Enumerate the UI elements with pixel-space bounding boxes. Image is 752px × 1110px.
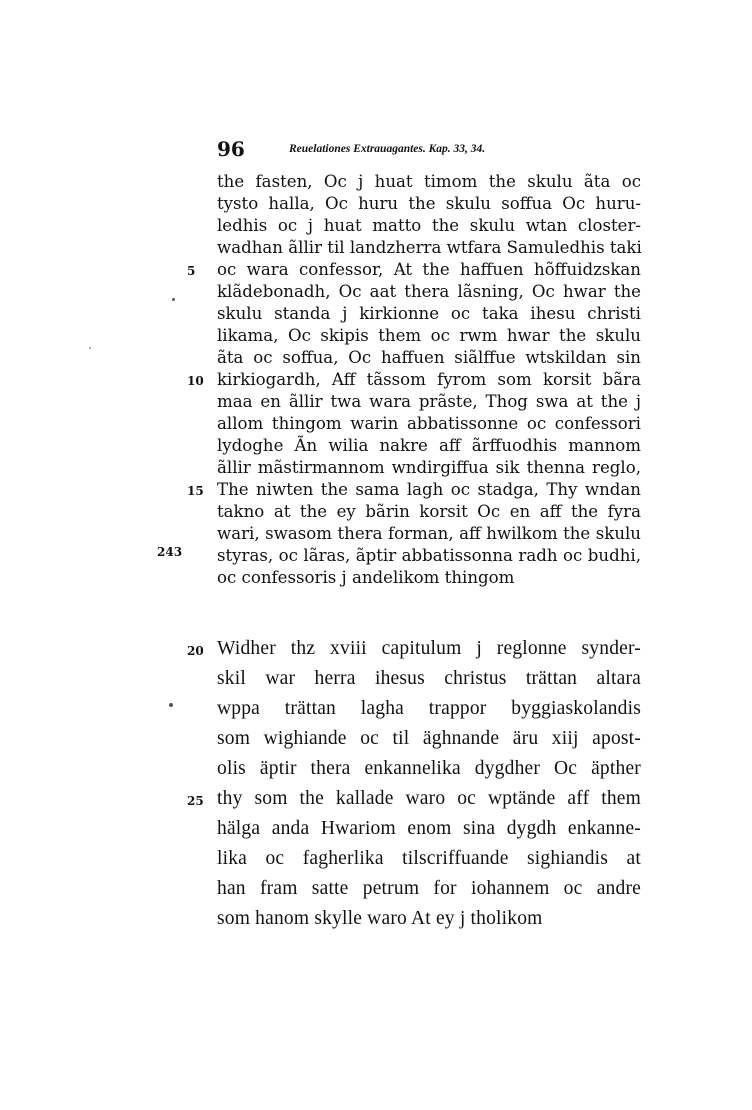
line-number: 5	[187, 264, 196, 278]
line-number: 20	[187, 644, 204, 658]
line-text: wppa trättan lagha trappor byggiaskolandis	[217, 698, 641, 719]
line-text: oc wara confessor, At the haffuen hõffuidzskan	[217, 260, 641, 279]
line-text: allom thingom warin abbatissonne oc confessori	[217, 414, 641, 433]
text-line	[217, 545, 641, 567]
text-line	[217, 874, 641, 904]
text-line	[217, 347, 641, 369]
line-text: Widher thz xviii capitulum j reglonne synder-	[217, 638, 641, 659]
text-line	[217, 193, 641, 215]
text-line	[217, 457, 641, 479]
line-text: lydoghe Ãn wilia nakre aff ãrffuodhis mannom	[217, 436, 641, 455]
line-text: styras, oc lãras, ãptir abbatissonna radh oc budhi,	[217, 546, 641, 565]
line-text: han fram satte petrum for iohannem oc andre	[217, 878, 641, 899]
line-text: kirkiogardh, Aff tãssom fyrom som korsit bãra	[217, 370, 641, 389]
line-text: skil war herra ihesus christus trättan altara	[217, 668, 641, 689]
line-text: klãdebonadh, Oc aat thera lãsning, Oc hwar the	[217, 282, 641, 301]
text-line	[217, 567, 641, 589]
line-text: the fasten, Oc j huat timom the skulu ãta oc	[217, 172, 641, 191]
text-line	[217, 325, 641, 347]
margin-speck	[169, 703, 173, 707]
line-text: ãta oc soffua, Oc haffuen siãlffue wtskildan sin	[217, 348, 641, 367]
line-text: skulu standa j kirkionne oc taka ihesu christi	[217, 304, 641, 323]
text-line	[187, 784, 641, 814]
line-text: maa en ãllir twa wara prãste, Thog swa at the j	[217, 392, 641, 411]
margin-speck	[172, 298, 175, 301]
text-line	[217, 724, 641, 754]
text-line	[217, 281, 641, 303]
text-line	[217, 215, 641, 237]
text-line	[217, 501, 641, 523]
line-text: oc confessoris j andelikom thingom	[217, 568, 515, 587]
line-text: The niwten the sama lagh oc stadga, Thy wndan	[217, 480, 641, 499]
line-number: 15	[187, 484, 204, 498]
text-line	[187, 369, 641, 391]
text-line	[217, 237, 641, 259]
text-line	[217, 391, 641, 413]
line-text: ledhis oc j huat matto the skulu wtan closter-	[217, 216, 641, 235]
text-line	[187, 479, 641, 501]
text-line	[217, 814, 641, 844]
line-text: wari, swasom thera forman, aff hwilkom the skulu	[217, 524, 641, 543]
line-text: som wighiande oc til äghnande äru xiij apost-	[217, 728, 641, 749]
text-line	[217, 664, 641, 694]
text-line	[217, 754, 641, 784]
text-line	[187, 259, 641, 281]
line-text: takno at the ey bãrin korsit Oc en aff the fyra	[217, 502, 641, 521]
line-text: hälga anda Hwariom enom sina dygdh enkanne-	[217, 818, 641, 839]
text-line	[217, 435, 641, 457]
line-text: lika oc fagherlika tilscriffuande sighiandis at	[217, 848, 641, 869]
line-text: tysto halla, Oc huru the skulu soffua Oc huru-	[217, 194, 641, 213]
page-header	[217, 137, 657, 163]
line-text: som hanom skylle waro At ey j tholikom	[217, 908, 543, 929]
text-line	[217, 694, 641, 724]
page-number: 96	[217, 137, 245, 161]
side-reference-number: 243	[157, 545, 183, 559]
line-text: likama, Oc skipis them oc rwm hwar the skulu	[217, 326, 641, 345]
line-text: thy som the kallade waro oc wptände aff them	[217, 788, 641, 809]
text-line	[217, 844, 641, 874]
text-line	[217, 904, 641, 934]
text-line	[217, 303, 641, 325]
line-number: 25	[187, 794, 204, 808]
text-line	[187, 634, 641, 664]
text-line	[217, 413, 641, 435]
margin-speck	[89, 347, 91, 349]
line-number: 10	[187, 374, 204, 388]
line-text: ãllir mãstirmannom wndirgiffua sik thenna reglo,	[217, 458, 641, 477]
text-block-kap-34	[187, 634, 641, 934]
text-line	[217, 171, 641, 193]
line-text: wadhan ãllir til landzherra wtfara Samuledhis taki	[217, 238, 642, 257]
running-title: Reuelationes Extrauagantes. Kap. 33, 34.	[289, 143, 486, 155]
line-text: olis äptir thera enkannelika dygdher Oc äpther	[217, 758, 641, 779]
text-block-kap-33	[187, 171, 642, 589]
text-line	[217, 523, 641, 545]
